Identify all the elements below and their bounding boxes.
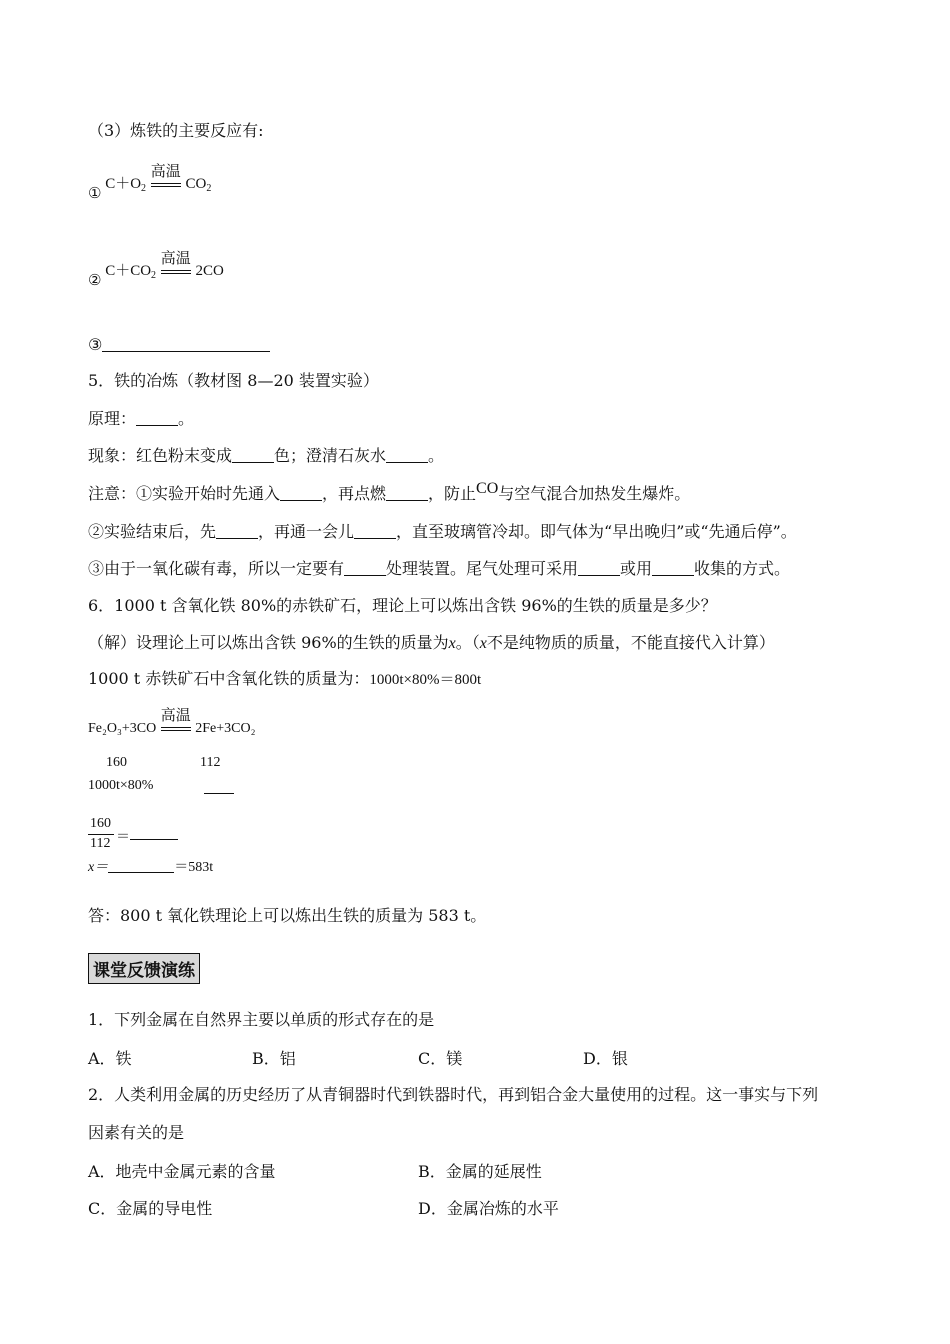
question-6: 6．1000 t 含氧化铁 80%的赤铁矿石，理论上可以炼出含铁 96%的生铁的质量是多少？ [88,596,717,615]
equation-1: ① $C+O_2$ 高温 $CO_2$ [88,162,212,202]
equation-4: Fe₂O₃+3CO 高温 2Fe+3CO₂ [88,706,256,736]
mass-line: 1000 t 赤铁矿石中含氧化铁的质量为：1000t×80%＝800t [88,669,482,688]
fraction-numerator: 160 [90,816,111,831]
blank [130,839,178,840]
note-1-line: 注意：①实验开始时先通入 ，再点燃 ，防止CO与空气混合加热发生爆炸。 [88,480,691,503]
section-heading: 课堂反馈演练 [88,953,200,984]
question-2-line-2: 因素有关的是 [88,1123,185,1142]
reaction-arrow: 高温 [151,174,181,192]
fraction-denominator: 112 [90,836,111,851]
blank [232,446,274,463]
blank [204,793,234,794]
q2-option-a[interactable]: A．地壳中金属元素的含量 [88,1162,276,1181]
blank [216,522,258,539]
question-1: 1．下列金属在自然界主要以单质的形式存在的是 [88,1010,435,1029]
equation-3: ③ [88,334,270,356]
x-equation: x＝ ＝583t [88,860,214,875]
blank [108,860,174,873]
blank [578,559,620,576]
phenomenon-line: 现象：红色粉末变成 色；澄清石灰水 。 [88,446,445,465]
q2-option-d[interactable]: D．金属冶炼的水平 [418,1199,559,1218]
mass-fe2o3: 1000t×80% [88,778,154,793]
q1-option-b[interactable]: B．铝 [252,1049,296,1068]
blank [354,522,396,539]
q1-option-d[interactable]: D．银 [583,1049,628,1068]
reaction-arrow: 高温 [161,718,191,736]
q1-option-c[interactable]: C．镁 [418,1049,463,1068]
blank [136,409,178,426]
section-3-title: （3）炼铁的主要反应有: [88,121,264,140]
blank [280,484,322,501]
fraction-equals: ＝ [116,830,130,845]
principle-line: 原理： 。 [88,409,195,428]
solution-line: （解）设理论上可以炼出含铁 96%的生铁的质量为x。（x不是纯物质的质量，不能直接代入计算） [88,633,775,652]
blank [386,446,428,463]
blank [386,484,428,501]
eq2-number: ② [88,271,102,289]
note-3-line: ③由于一氧化碳有毒，所以一定要有 处理装置。尾气处理可采用 或用 收集的方式。 [88,559,791,578]
equation-3-blank [102,335,270,352]
q2-option-b[interactable]: B．金属的延展性 [418,1162,542,1181]
reaction-arrow: 高温 [161,261,191,279]
equation-2: ② $C+CO_2$ 高温 2CO [88,249,224,289]
answer-line: 答：800 t 氧化铁理论上可以炼出生铁的质量为 583 t。 [88,906,487,925]
q1-option-a[interactable]: A．铁 [88,1049,132,1068]
note-2-line: ②实验结束后，先 ，再通一会儿 ，直至玻璃管冷却。即气体为“早出晚归”或“先通后停”。 [88,522,797,541]
question-2-line-1: 2．人类利用金属的历史经历了从青铜器时代到铁器时代，再到铝合金大量使用的过程。这一事实与下列 [88,1085,819,1104]
molar-mass-160: 160 [106,755,127,770]
eq1-number: ① [88,184,102,202]
blank [652,559,694,576]
q2-option-c[interactable]: C．金属的导电性 [88,1199,213,1218]
molar-mass-112: 112 [200,755,221,770]
blank [344,559,386,576]
fraction-bar [88,834,114,835]
question-5-title: 5．铁的冶炼（教材图 8—20 装置实验） [88,371,379,390]
